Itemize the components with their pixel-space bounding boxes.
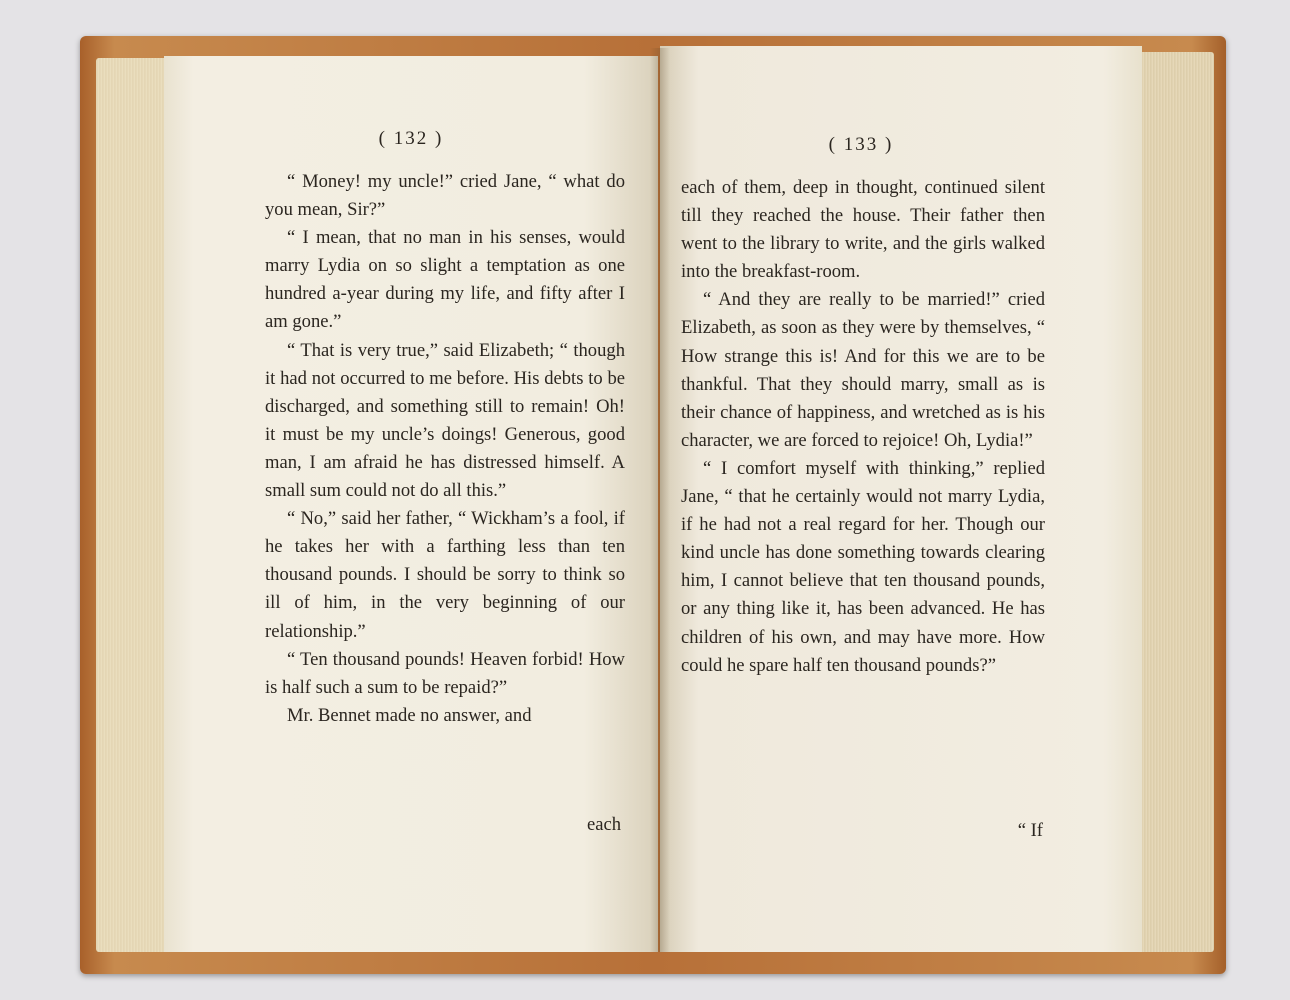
left-paragraph-6: Mr. Bennet made no answer, and <box>287 704 532 726</box>
left-page-text <box>265 168 625 730</box>
catchword-left: each <box>586 814 621 835</box>
page-number-right: ( 133 ) <box>828 134 894 155</box>
left-paragraph-4: “ No,” said her father, “ Wickham’s a fool, if he takes her with a farthing less than ten thousand pounds. I should be sorry to think so ill of him, in the very beginning of our relationship.” <box>265 508 625 642</box>
right-paragraph-2: “ And they are really to be married!” cried Elizabeth, as soon as they were by themselves, “ How strange this is! And for this we are to be thankful. That they should marry, small as is their chance of happiness, and wretched as is his character, we are forced to rejoice! Oh, Lydia!” <box>681 289 1045 451</box>
page-edges-left <box>96 58 168 952</box>
left-paragraph-1: “ Money! my uncle!” cried Jane, “ what do you mean, Sir?” <box>265 171 625 221</box>
catchword-right: “ If <box>1017 820 1043 841</box>
right-page-text <box>681 174 1045 680</box>
book-gutter <box>650 48 670 952</box>
page-number-left: ( 132 ) <box>378 128 444 149</box>
left-paragraph-3: “ That is very true,” said Elizabeth; “ though it had not occurred to me before. His debts to be discharged, and something still to remain! Oh! it must be my uncle’s doings! Generous, good man, I am afraid he has distressed himself. A small sum could not do all this.” <box>265 339 625 502</box>
right-page <box>660 46 1142 952</box>
right-paragraph-3: “ I comfort myself with thinking,” replied Jane, “ that he certainly would not marry Lydia, if he had not a real regard for her. Though our kind uncle has done something towards clearing him, I cannot believe that ten thousand pounds, or any thing like it, has been advanced. He has children of his own, and may have more. How could he spare half ten thousand pounds?” <box>681 457 1045 676</box>
left-paragraph-5: “ Ten thousand pounds! Heaven forbid! How is half such a sum to be repaid?” <box>265 648 625 698</box>
left-paragraph-2: “ I mean, that no man in his senses, would marry Lydia on so slight a temptation as one hundred a-year during my life, and fifty after I am gone.” <box>265 227 625 333</box>
page-edges-right <box>1138 52 1214 952</box>
left-page <box>164 56 658 952</box>
right-paragraph-1: each of them, deep in thought, continued silent till they reached the house. Their father then went to the library to write, and the girls walked into the breakfast-room. <box>681 177 1045 283</box>
